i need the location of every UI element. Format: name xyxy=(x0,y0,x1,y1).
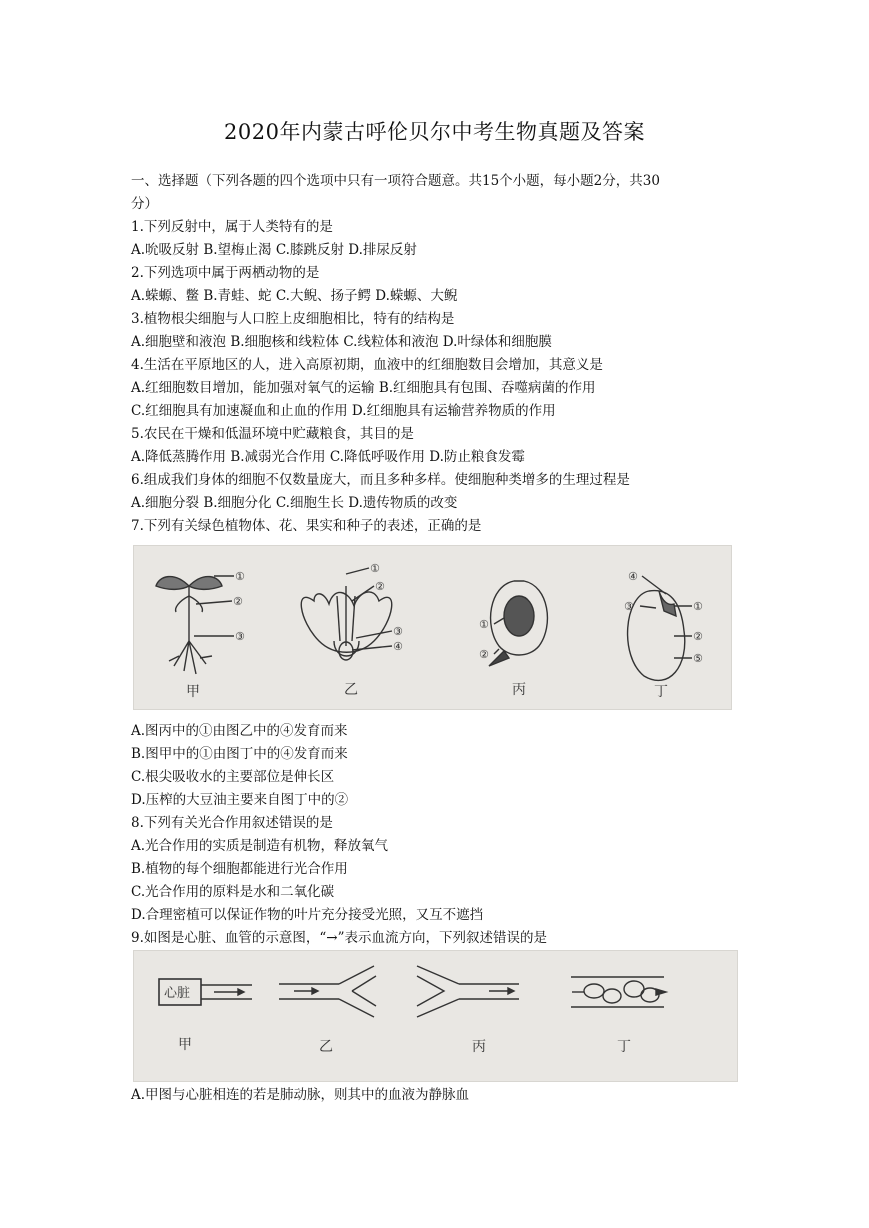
figure-label-ding: 丁 xyxy=(654,684,668,700)
question-7-option-b: B.图甲中的①由图丁中的④发育而来 xyxy=(131,746,348,762)
fruit-diagram xyxy=(479,581,547,698)
question-7-option-a: A.图丙中的①由图乙中的④发育而来 xyxy=(131,723,348,739)
figure-label-jia: 甲 xyxy=(178,1037,192,1053)
figure-label-bing: 丙 xyxy=(512,682,526,698)
figure-label-yi: 乙 xyxy=(319,1039,333,1055)
question-4-options-line2: C.红细胞具有加速凝血和止血的作用 D.红细胞具有运输营养物质的作用 xyxy=(131,403,556,419)
question-1-options: A.吮吸反射 B.望梅止渴 C.膝跳反射 D.排尿反射 xyxy=(131,242,417,258)
artery-branch-diagram xyxy=(279,966,376,1055)
question-8-option-c: C.光合作用的原料是水和二氧化碳 xyxy=(131,884,335,900)
fruit-mark-1: ① xyxy=(479,618,489,631)
question-6-stem: 6.组成我们身体的细胞不仅数量庞大，而且多种多样。使细胞种类增多的生理过程是 xyxy=(131,472,630,488)
flower-mark-1: ① xyxy=(370,562,380,575)
question-7-option-c: C.根尖吸收水的主要部位是伸长区 xyxy=(131,769,335,785)
flower-diagram xyxy=(301,562,403,698)
seed-mark-1: ① xyxy=(693,600,703,613)
question-3-options: A.细胞壁和液泡 B.细胞核和线粒体 C.线粒体和液泡 D.叶绿体和细胞膜 xyxy=(131,334,552,350)
vein-merge-diagram xyxy=(417,966,519,1055)
seedling-mark-2: ② xyxy=(233,595,243,608)
question-8-stem: 8.下列有关光合作用叙述错误的是 xyxy=(131,815,333,831)
section-instructions-cont: 分） xyxy=(131,196,158,212)
question-5-stem: 5.农民在干燥和低温环境中贮藏粮食，其目的是 xyxy=(131,426,414,442)
figure-label-yi: 乙 xyxy=(344,682,358,698)
page-title: 2020年内蒙古呼伦贝尔中考生物真题及答案 xyxy=(224,120,645,144)
heart-vessels-figure xyxy=(133,950,738,1082)
seed-mark-2: ② xyxy=(693,630,703,643)
question-2-stem: 2.下列选项中属于两栖动物的是 xyxy=(131,265,320,281)
section-instructions: 一、选择题（下列各题的四个选项中只有一项符合题意。共15个小题，每小题2分，共30 xyxy=(131,173,660,189)
question-2-options: A.蝾螈、鳖 B.青蛙、蛇 C.大鲵、扬子鳄 D.蝾螈、大鲵 xyxy=(131,288,458,304)
question-7-stem: 7.下列有关绿色植物体、花、果实和种子的表述，正确的是 xyxy=(131,518,482,534)
seed-mark-5: ⑤ xyxy=(693,652,703,665)
heart-vessel-diagram xyxy=(159,979,252,1053)
seed-mark-3: ③ xyxy=(624,600,634,613)
heart-box-label: 心脏 xyxy=(164,986,191,1001)
question-4-options-line1: A.红细胞数目增加，能加强对氧气的运输 B.红细胞具有包围、吞噬病菌的作用 xyxy=(131,380,596,396)
question-7-option-d: D.压榨的大豆油主要来自图丁中的② xyxy=(131,792,349,808)
question-9-stem: 9.如图是心脏、血管的示意图，“→”表示血流方向，下列叙述错误的是 xyxy=(131,930,547,946)
seedling-mark-3: ③ xyxy=(235,630,245,643)
plant-structures-figure xyxy=(133,545,732,710)
question-9-option-a: A.甲图与心脏相连的若是肺动脉，则其中的血液为静脉血 xyxy=(131,1087,470,1103)
fruit-mark-2: ② xyxy=(479,648,489,661)
question-1-stem: 1.下列反射中，属于人类特有的是 xyxy=(131,219,333,235)
seedling-mark-1: ① xyxy=(235,570,245,583)
flower-mark-3: ③ xyxy=(393,625,403,638)
question-6-options: A.细胞分裂 B.细胞分化 C.细胞生长 D.遗传物质的改变 xyxy=(131,495,458,511)
capillary-diagram xyxy=(571,977,666,1055)
question-8-option-d: D.合理密植可以保证作物的叶片充分接受光照，又互不遮挡 xyxy=(131,907,484,923)
seed-diagram xyxy=(624,570,703,700)
question-8-option-b: B.植物的每个细胞都能进行光合作用 xyxy=(131,861,348,877)
flower-mark-4: ④ xyxy=(393,640,403,653)
figure-label-jia: 甲 xyxy=(186,684,200,700)
question-8-option-a: A.光合作用的实质是制造有机物，释放氧气 xyxy=(131,838,389,854)
seedling-diagram xyxy=(156,570,245,700)
seed-mark-4: ④ xyxy=(628,570,638,583)
question-5-options: A.降低蒸腾作用 B.减弱光合作用 C.降低呼吸作用 D.防止粮食发霉 xyxy=(131,449,525,465)
figure-label-bing: 丙 xyxy=(472,1039,486,1055)
flower-mark-2: ② xyxy=(375,580,385,593)
question-3-stem: 3.植物根尖细胞与人口腔上皮细胞相比，特有的结构是 xyxy=(131,311,455,327)
figure-label-ding: 丁 xyxy=(617,1039,631,1055)
question-4-stem: 4.生活在平原地区的人，进入高原初期，血液中的红细胞数目会增加，其意义是 xyxy=(131,357,603,373)
